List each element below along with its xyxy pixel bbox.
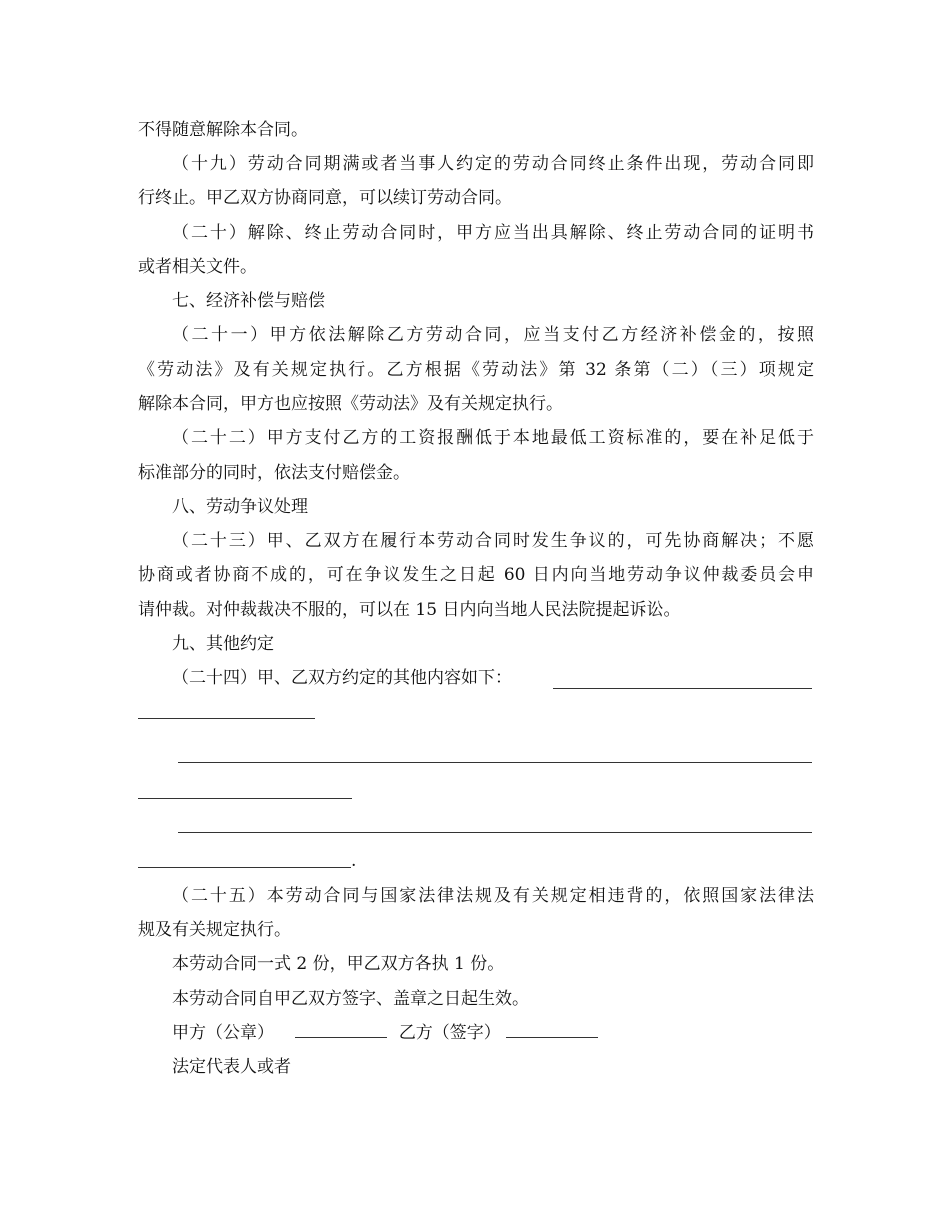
party-a-seal-label: 甲方（公章） — [172, 1023, 274, 1043]
section-9-heading: 九、其他约定 — [172, 634, 274, 654]
clause-22-line-1: （二十二）甲方支付乙方的工资报酬低于本地最低工资标准的，要在补足低于 — [172, 428, 814, 448]
clause-20-line-2: 或者相关文件。 — [138, 257, 257, 277]
clause-21-line-2: 《劳动法》及有关规定执行。乙方根据《劳动法》第 32 条第（二）（三）项规定 — [138, 360, 814, 380]
copies-statement: 本劳动合同一式 2 份，甲乙双方各执 1 份。 — [172, 954, 505, 974]
clause-24-line: （二十四）甲、乙双方约定的其他内容如下： — [172, 668, 512, 688]
legal-rep-line: 法定代表人或者 — [172, 1057, 291, 1077]
fill-in-blank-line — [178, 762, 812, 763]
para-line: 不得随意解除本合同。 — [138, 120, 308, 140]
clause-23-line-2: 协商或者协商不成的，可在争议发生之日起 60 日内向当地劳动争议仲裁委员会申 — [138, 565, 814, 585]
clause-23-line-3: 请仲裁。对仲裁裁决不服的，可以在 15 日内向当地人民法院提起诉讼。 — [138, 600, 681, 620]
party-a-seal-blank — [295, 1023, 387, 1038]
blank-end-period: . — [351, 851, 357, 871]
clause-23-line-1: （二十三）甲、乙双方在履行本劳动合同时发生争议的，可先协商解决；不愿 — [172, 531, 814, 551]
clause-19-line-1: （十九）劳动合同期满或者当事人约定的劳动合同终止条件出现，劳动合同即 — [172, 154, 814, 174]
effective-statement: 本劳动合同自甲乙双方签字、盖章之日起生效。 — [172, 989, 529, 1009]
party-b-sign-label: 乙方（签字） — [398, 1023, 501, 1043]
clause-25-line-1: （二十五）本劳动合同与国家法律法规及有关规定相违背的，依照国家法律法 — [172, 886, 814, 906]
clause-21-line-1: （二十一）甲方依法解除乙方劳动合同，应当支付乙方经济补偿金的，按照 — [172, 325, 814, 345]
fill-in-blank-line — [138, 798, 352, 799]
clause-19-line-2: 行终止。甲乙双方协商同意，可以续订劳动合同。 — [138, 188, 512, 208]
clause-25-line-2: 规及有关规定执行。 — [138, 920, 291, 940]
clause-22-line-2: 标准部分的同时，依法支付赔偿金。 — [138, 463, 410, 483]
clause-21-line-3: 解除本合同，甲方也应按照《劳动法》及有关规定执行。 — [138, 394, 563, 414]
section-7-heading: 七、经济补偿与赔偿 — [172, 291, 325, 311]
party-b-sign-blank — [506, 1023, 598, 1038]
section-8-heading: 八、劳动争议处理 — [172, 497, 308, 517]
fill-in-blank-line — [553, 688, 812, 689]
fill-in-blank-line — [138, 867, 351, 868]
signature-line — [172, 1021, 598, 1045]
fill-in-blank-line — [178, 832, 812, 833]
fill-in-blank-line — [138, 718, 315, 719]
clause-20-line-1: （二十）解除、终止劳动合同时，甲方应当出具解除、终止劳动合同的证明书 — [172, 223, 814, 243]
